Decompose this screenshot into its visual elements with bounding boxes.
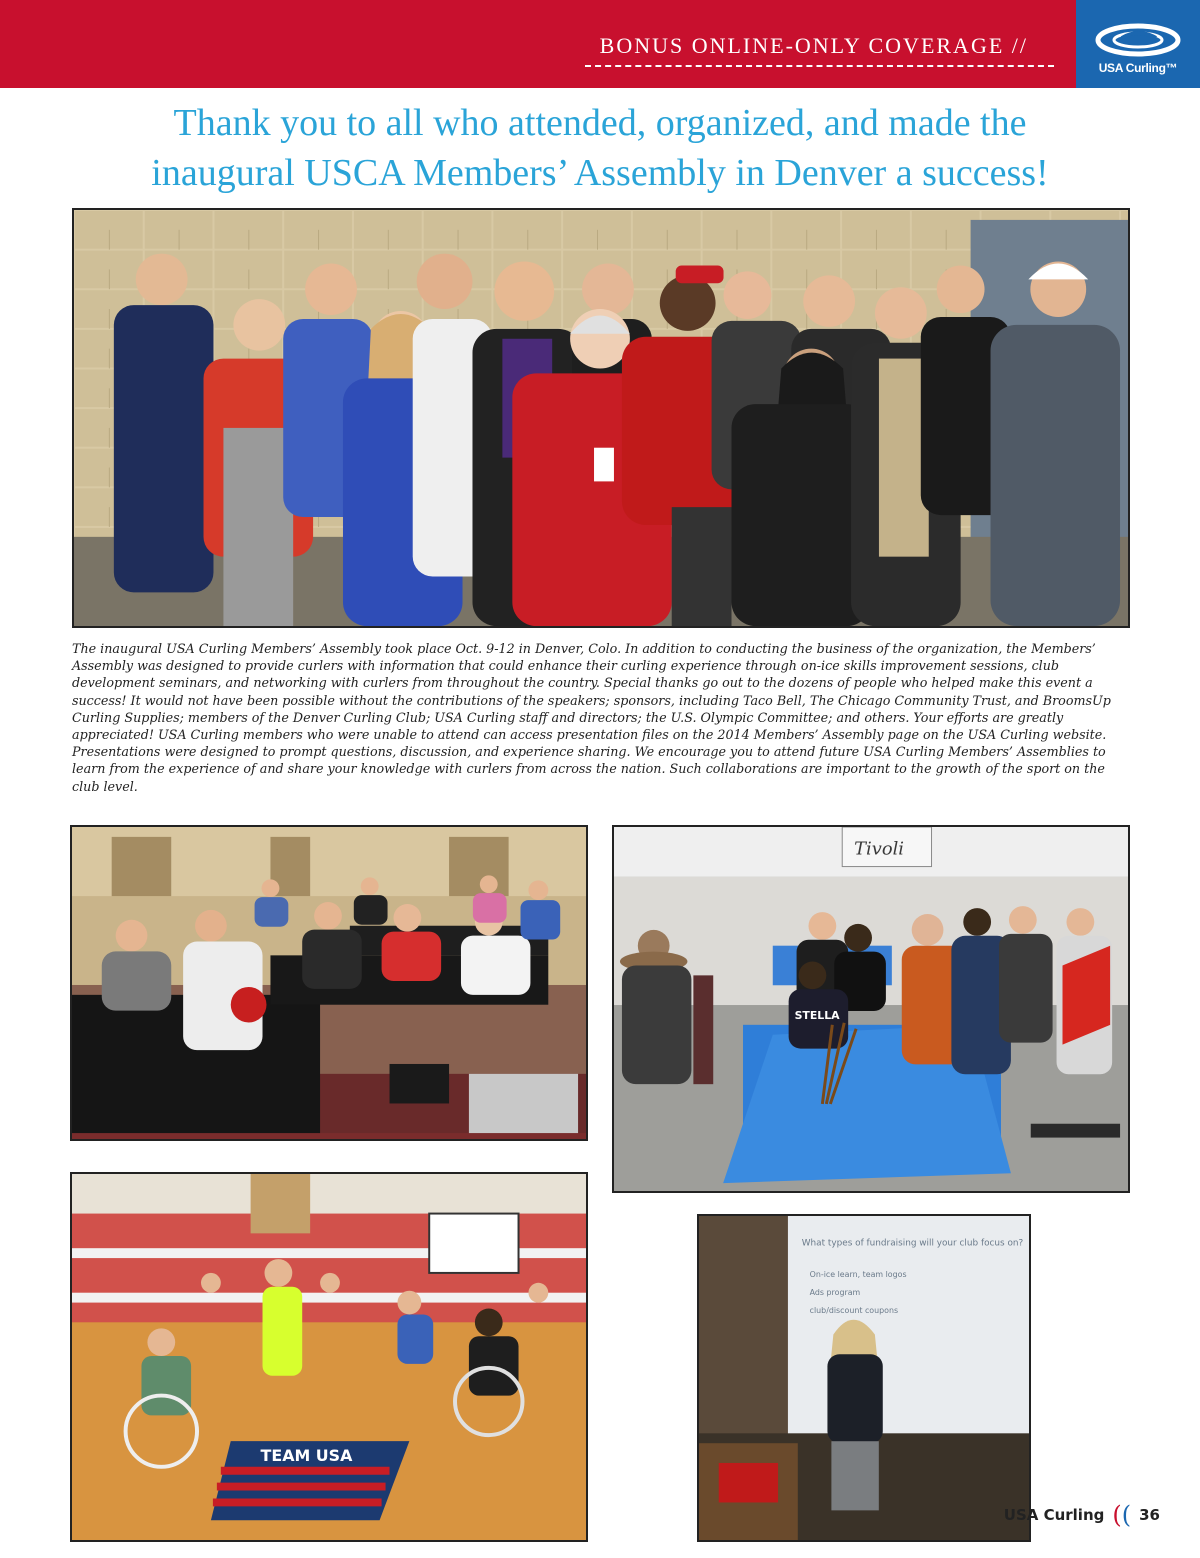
seminar-photo-icon (72, 827, 586, 1139)
section-kicker: BONUS ONLINE-ONLY COVERAGE // (599, 33, 1028, 58)
networking-photo (612, 825, 1130, 1193)
footer-paren-icon: (( (1112, 1501, 1132, 1529)
stella-shirt-text: STELLA (794, 1008, 840, 1022)
photo-caption: The inaugural USA Curling Members’ Assembly took place Oct. 9-12 in Denver, Colo. In addition to conducting the business of the organization, the Members’ Assembly was designed to provide curlers with information that could enhance their curling experience through on-ice skills improvement sessions, club development seminars, and networking with curlers from throughout the country. Special thanks go out to the dozens of people who helped make this event a success! It would not have been possible without the contributions of the speakers; sponsors, including Taco Bell, The Chicago Community Trust, and BroomsUp Curling Supplies; members of the Denver Curling Club; USA Curling staff and directors; the U.S. Olympic Committee; and others. Your efforts are greatly appreciated! USA Curling members who were unable to attend can access presentation files on the 2014 Members’ Assembly page on the USA Curling website. Presentations were designed to prompt questions, discussion, and experience sharing. We encourage you to attend future USA Curling Members’ Assemblies to learn from the experience of and share your knowledge with curlers from across the nation. Such collaborations are important to the growth of the sport on the club level. (72, 641, 1111, 794)
networking-photo-icon (614, 827, 1128, 1191)
logo-text: USA Curling™ (1098, 61, 1178, 75)
tivoli-sign-text: Tivoli (854, 838, 905, 860)
group-photo (72, 208, 1130, 628)
headline-line-1: Thank you to all who attended, organized, and made the (173, 102, 1027, 144)
header-bar (0, 0, 1076, 88)
slide-bullet-3: club/discount coupons (809, 1305, 899, 1315)
dashed-rule (585, 65, 1054, 67)
usa-curling-logo (1076, 0, 1200, 88)
wheelchair-gym-photo-icon (72, 1174, 586, 1540)
page-number: 36 (1139, 1506, 1160, 1524)
seminar-photo (70, 825, 588, 1141)
team-usa-floor-text: TEAM USA (260, 1445, 353, 1465)
slide-bullet-1: On-ice learn, team logos (809, 1270, 907, 1280)
curling-stone-icon (1086, 22, 1190, 62)
gym-photo (70, 1172, 588, 1542)
footer-brand: USA Curling (1003, 1506, 1105, 1524)
slide-bullet-2: Ads program (809, 1288, 861, 1298)
slide-title: What types of fundraising will your club focus on? (801, 1238, 1024, 1249)
page-footer (1004, 1500, 1160, 1530)
presenter-photo-icon (699, 1216, 1029, 1540)
presenter-photo (697, 1214, 1031, 1542)
headline-line-2: inaugural USCA Members’ Assembly in Denver a success! (151, 152, 1049, 194)
group-photo-icon (74, 210, 1128, 626)
page-headline (100, 98, 1100, 198)
